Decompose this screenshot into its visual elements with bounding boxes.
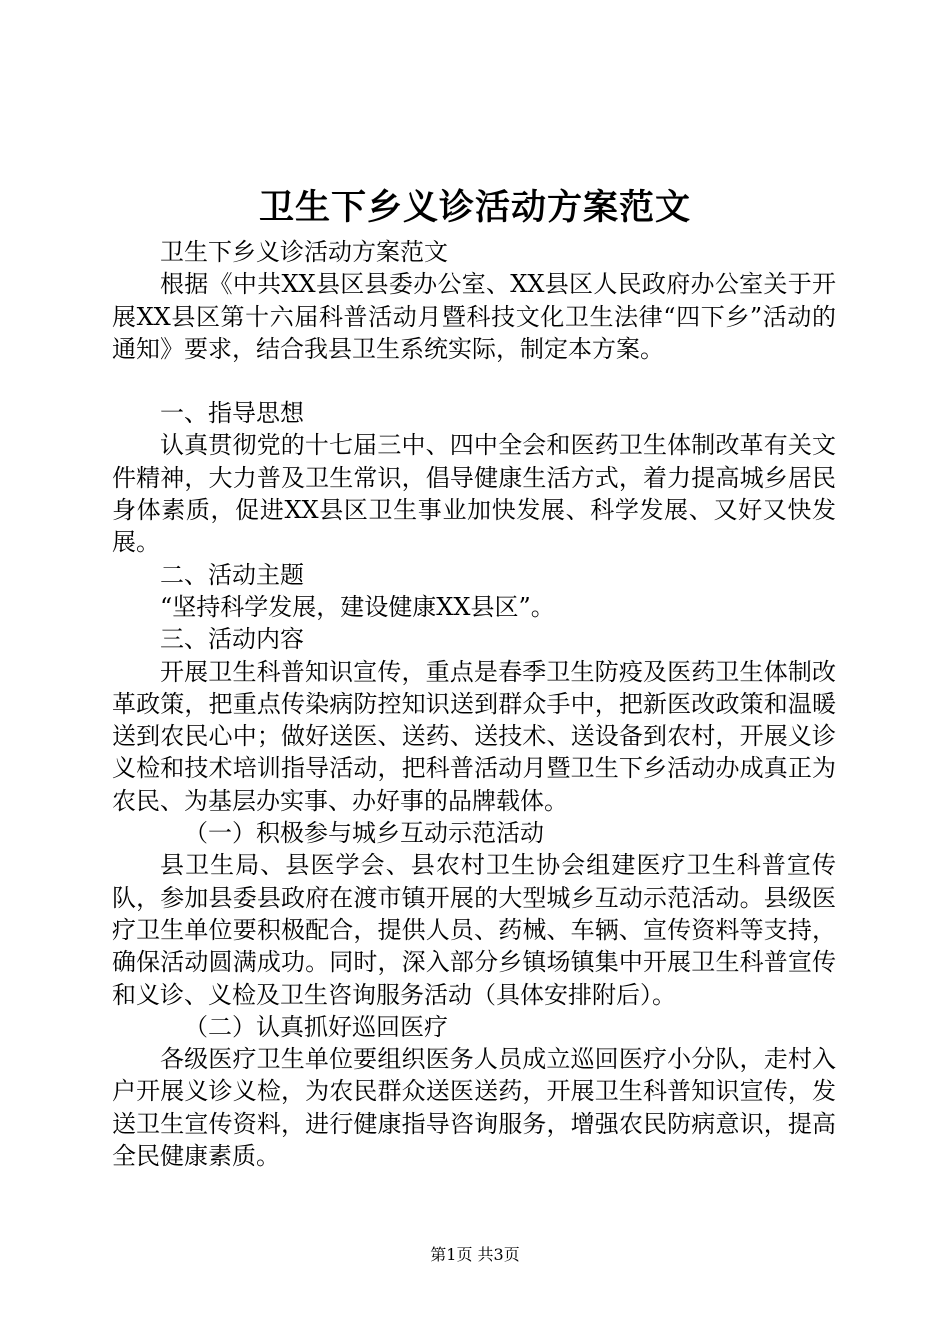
heading-activity-content: 三、活动内容	[160, 625, 304, 654]
heading-activity-theme: 二、活动主题	[160, 560, 304, 589]
paragraph-guiding-thought: 认真贯彻党的十七届三中、四中全会和医药卫生体制改革有关文件精神，大力普及卫生常识，倡导健康生活方式，着力提高城乡居民身体素质，促进XX县区卫生事业加快发展、科学发展、又好又快发展。	[112, 431, 836, 557]
page-footer: 第1页 共3页	[430, 1245, 520, 1264]
heading-guiding-thought: 一、指导思想	[160, 399, 304, 428]
paragraph-activity-content: 开展卫生科普知识宣传，重点是春季卫生防疫及医药卫生体制改革政策，把重点传染病防控知识送到群众手中，把新医改政策和温暖送到农民心中；做好送医、送药、送技术、送设备到农村，开展义诊义检和技术培训指导活动，把科普活动月暨卫生下乡活动办成真正为农民、为基层办实事、办好事的品牌载体。	[112, 657, 836, 815]
subheading-urban-rural: （一）积极参与城乡互动示范活动	[184, 819, 544, 848]
paragraph-urban-rural: 县卫生局、县医学会、县农村卫生协会组建医疗卫生科普宣传队，参加县委县政府在渡市镇开展的大型城乡互动示范活动。县级医疗卫生单位要积极配合，提供人员、药械、车辆、宣传资料等支持，确保活动圆满成功。同时，深入部分乡镇场镇集中开展卫生科普宣传和义诊、义检及卫生咨询服务活动（具体安排附后）。	[112, 851, 836, 1009]
document-title: 卫生下乡义诊活动方案范文	[258, 187, 691, 228]
paragraph-intro: 根据《中共XX县区县委办公室、XX县区人民政府办公室关于开展XX县区第十六届科普活动月暨科技文化卫生法律“四下乡”活动的通知》要求，结合我县卫生系统实际，制定本方案。	[112, 270, 836, 363]
paragraph-activity-theme: “坚持科学发展，建设健康XX县区”。	[160, 592, 555, 621]
paragraph-mobile-medical: 各级医疗卫生单位要组织医务人员成立巡回医疗小分队，走村入户开展义诊义检，为农民群众送医送药，开展卫生科普知识宣传，发送卫生宣传资料，进行健康指导咨询服务，增强农民防病意识，提高全民健康素质。	[112, 1045, 836, 1171]
document-body	[112, 236, 836, 1172]
paragraph-subtitle: 卫生下乡义诊活动方案范文	[160, 238, 448, 266]
subheading-mobile-medical: （二）认真抓好巡回医疗	[184, 1012, 448, 1041]
